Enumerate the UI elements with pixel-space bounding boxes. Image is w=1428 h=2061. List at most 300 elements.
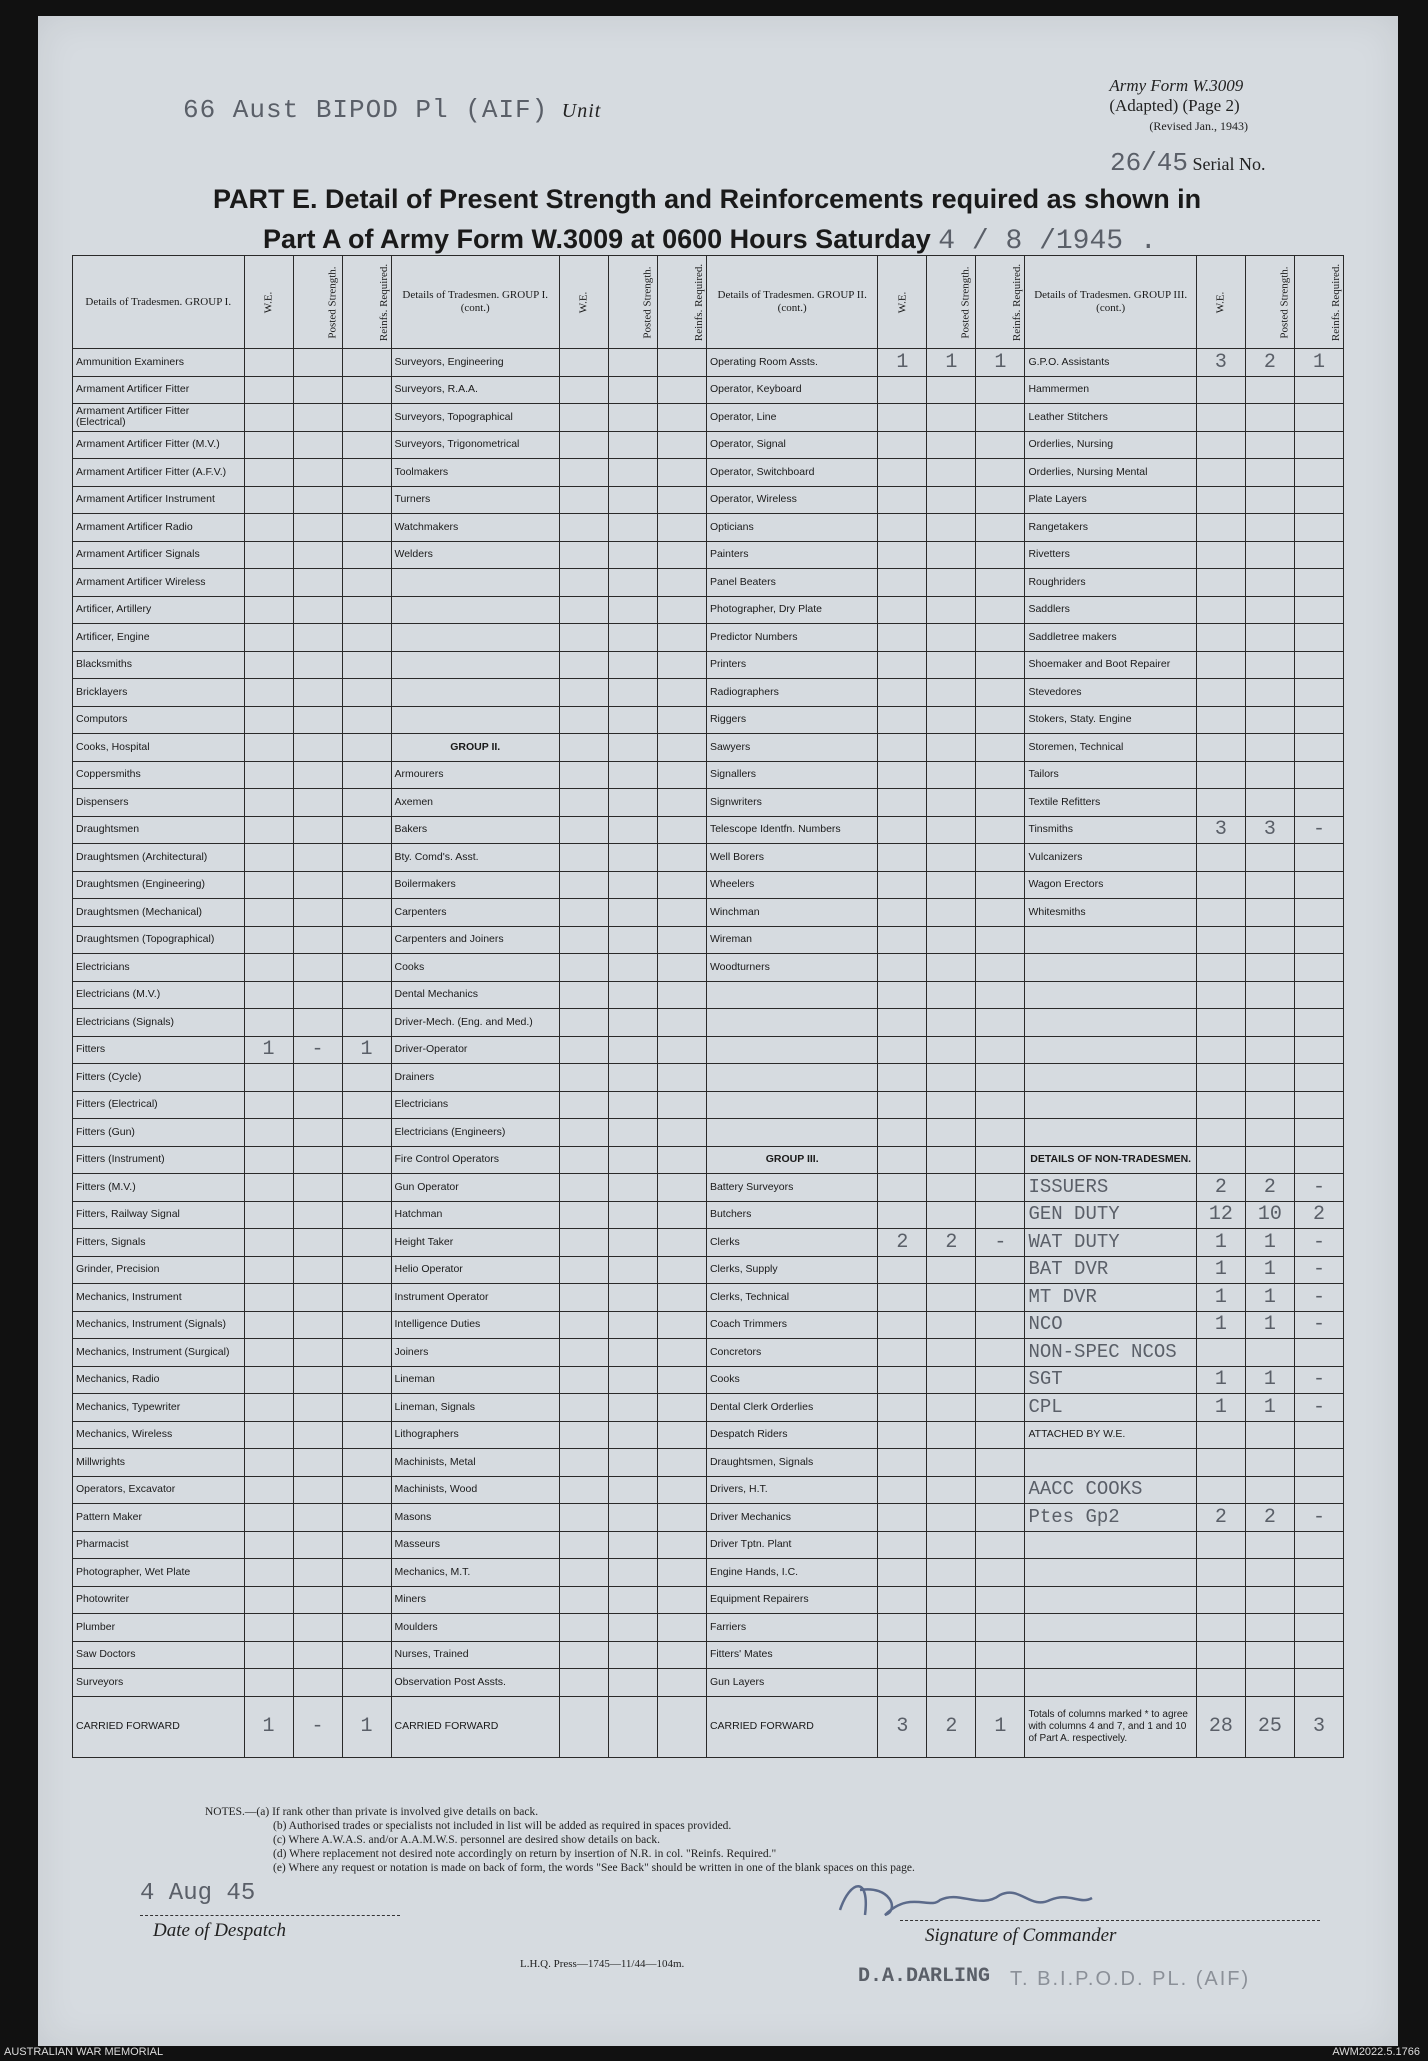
strength-value (657, 899, 706, 927)
strength-value: 1 (1196, 1366, 1245, 1394)
strength-value (559, 1641, 608, 1669)
trade-label: Predictor Numbers (706, 624, 878, 652)
strength-value (293, 486, 342, 514)
trade-label: Surveyors, Engineering (391, 349, 559, 377)
strength-value (657, 871, 706, 899)
strength-value (976, 1256, 1025, 1284)
strength-value (293, 651, 342, 679)
trade-label: Armament Artificer Radio (73, 514, 245, 542)
strength-value (976, 844, 1025, 872)
strength-value: 1 (1196, 1256, 1245, 1284)
strength-value (657, 596, 706, 624)
trade-label: Fitters (Electrical) (73, 1091, 245, 1119)
strength-value (927, 624, 976, 652)
strength-value (293, 541, 342, 569)
trade-label (1025, 1449, 1197, 1477)
strength-value (559, 1504, 608, 1532)
strength-value (1245, 1421, 1294, 1449)
title-line-1: PART E. Detail of Present Strength and Reinforcements required as shown in (213, 184, 1202, 214)
strength-value (927, 459, 976, 487)
trade-label: Woodturners (706, 954, 878, 982)
trade-label: Battery Surveyors (706, 1174, 878, 1202)
strength-value (1196, 1009, 1245, 1037)
strength-value (1245, 789, 1294, 817)
strength-value (559, 1449, 608, 1477)
trade-label: Stokers, Staty. Engine (1025, 706, 1197, 734)
trade-label: NCO (1025, 1311, 1197, 1339)
trade-label: Millwrights (73, 1449, 245, 1477)
table-header-row (73, 256, 1344, 349)
strength-value (342, 651, 391, 679)
strength-value (342, 899, 391, 927)
table-row (73, 1009, 1344, 1037)
trade-label: Pharmacist (73, 1531, 245, 1559)
strength-value (559, 679, 608, 707)
strength-value (976, 514, 1025, 542)
trade-label: Pattern Maker (73, 1504, 245, 1532)
trade-label: Masons (391, 1504, 559, 1532)
table-row (73, 1091, 1344, 1119)
strength-value (976, 679, 1025, 707)
trade-label (1025, 1119, 1197, 1147)
trade-label: Dental Mechanics (391, 981, 559, 1009)
strength-value (293, 1256, 342, 1284)
strength-value (559, 1064, 608, 1092)
strength-value (293, 1311, 342, 1339)
table-row (73, 1229, 1344, 1257)
strength-value (244, 1146, 293, 1174)
strength-value (559, 1476, 608, 1504)
strength-value (657, 1669, 706, 1697)
strength-value (927, 596, 976, 624)
strength-value (878, 1311, 927, 1339)
trade-label: G.P.O. Assistants (1025, 349, 1197, 377)
strength-value (1294, 871, 1343, 899)
strength-value (559, 1669, 608, 1697)
strength-value (608, 1119, 657, 1147)
trade-label: Driver-Mech. (Eng. and Med.) (391, 1009, 559, 1037)
strength-value (608, 1284, 657, 1312)
trade-label (391, 651, 559, 679)
strength-value (878, 651, 927, 679)
strength-value (1294, 734, 1343, 762)
trade-label: Armament Artificer Instrument (73, 486, 245, 514)
strength-value (342, 1586, 391, 1614)
strength-value (608, 431, 657, 459)
strength-value (1196, 1421, 1245, 1449)
strength-value (1294, 1036, 1343, 1064)
strength-value (608, 459, 657, 487)
strength-value (976, 1421, 1025, 1449)
trade-label: Saddletree makers (1025, 624, 1197, 652)
strength-value (1245, 1586, 1294, 1614)
strength-value (608, 349, 657, 377)
trade-label: Mechanics, Wireless (73, 1421, 245, 1449)
strength-value (1294, 376, 1343, 404)
strength-value (976, 1119, 1025, 1147)
trade-label: Driver Mechanics (706, 1504, 878, 1532)
strength-value: 1 (976, 349, 1025, 377)
strength-value (244, 1476, 293, 1504)
signature-label: Signature of Commander (925, 1925, 1117, 1946)
strength-value: 3 (1245, 816, 1294, 844)
trade-label: Drainers (391, 1064, 559, 1092)
strength-value (342, 1201, 391, 1229)
unit-value: 66 Aust BIPOD Pl (AIF) (183, 95, 549, 125)
strength-value (293, 844, 342, 872)
strength-value (657, 624, 706, 652)
table-row (73, 1586, 1344, 1614)
table-row (73, 1311, 1344, 1339)
strength-value (878, 706, 927, 734)
trade-label: MT DVR (1025, 1284, 1197, 1312)
strength-value (608, 541, 657, 569)
trade-label: Signallers (706, 761, 878, 789)
strength-value (657, 569, 706, 597)
strength-value (244, 1229, 293, 1257)
strength-value (927, 1559, 976, 1587)
strength-value (657, 1531, 706, 1559)
strength-value (559, 1036, 608, 1064)
strength-value (657, 1559, 706, 1587)
strength-value (608, 569, 657, 597)
strength-value (1294, 679, 1343, 707)
cf-value: 1 (976, 1696, 1025, 1757)
strength-value (244, 1311, 293, 1339)
strength-value (657, 1229, 706, 1257)
strength-value (657, 376, 706, 404)
trade-label (706, 1009, 878, 1037)
strength-value: 2 (1294, 1201, 1343, 1229)
strength-value (878, 1091, 927, 1119)
col-header-details-g1: Details of Tradesmen. GROUP I. (73, 256, 245, 349)
strength-value (1196, 541, 1245, 569)
strength-value (976, 1009, 1025, 1037)
trade-label: Plumber (73, 1614, 245, 1642)
trade-label: Radiographers (706, 679, 878, 707)
strength-value (976, 1559, 1025, 1587)
strength-value (608, 651, 657, 679)
strength-value (1196, 624, 1245, 652)
trade-label: Hammermen (1025, 376, 1197, 404)
strength-value (976, 404, 1025, 432)
strength-value (244, 734, 293, 762)
strength-value: - (293, 1036, 342, 1064)
trade-label: Draughtsmen (Architectural) (73, 844, 245, 872)
strength-value (1294, 706, 1343, 734)
strength-value (927, 1531, 976, 1559)
strength-value (244, 596, 293, 624)
strength-value (1245, 871, 1294, 899)
strength-value (1294, 954, 1343, 982)
strength-value (342, 1641, 391, 1669)
strength-value (657, 1146, 706, 1174)
strength-value (559, 1201, 608, 1229)
strength-value (608, 1614, 657, 1642)
strength-value (927, 1064, 976, 1092)
strength-value (927, 1476, 976, 1504)
trade-label (391, 706, 559, 734)
trade-label: Fitters (Cycle) (73, 1064, 245, 1092)
strength-value (1245, 981, 1294, 1009)
strength-value (293, 1476, 342, 1504)
note-d: (d) Where replacement not desired note accordingly on return by insertion of N.R. in col. "Reinfs. Required." (273, 1848, 777, 1860)
strength-value (293, 761, 342, 789)
trade-label: Stevedores (1025, 679, 1197, 707)
table-row (73, 624, 1344, 652)
table-row (73, 541, 1344, 569)
strength-value (293, 1119, 342, 1147)
carried-forward-label: CARRIED FORWARD (391, 1696, 559, 1757)
strength-value (293, 1449, 342, 1477)
trade-label: Electricians (Signals) (73, 1009, 245, 1037)
trade-label: CPL (1025, 1394, 1197, 1422)
strength-value (1294, 404, 1343, 432)
strength-value (1245, 596, 1294, 624)
trade-label: Electricians (73, 954, 245, 982)
strength-value (1245, 1614, 1294, 1642)
strength-value (244, 1669, 293, 1697)
strength-value (244, 761, 293, 789)
strength-value: - (1294, 1366, 1343, 1394)
strength-value (293, 1421, 342, 1449)
strength-value (657, 926, 706, 954)
trade-label: Tailors (1025, 761, 1197, 789)
strength-value (608, 789, 657, 817)
strength-value (559, 1009, 608, 1037)
strength-value (559, 569, 608, 597)
strength-value: 1 (1196, 1229, 1245, 1257)
strength-value (244, 789, 293, 817)
despatch-label: Date of Despatch (153, 1920, 286, 1941)
strength-value (976, 1476, 1025, 1504)
strength-value (878, 734, 927, 762)
trade-label: Fitters' Mates (706, 1641, 878, 1669)
commander-signature (830, 1870, 1100, 1930)
col-header-reinfs: Reinfs. Required. (342, 256, 391, 349)
strength-value: 1 (1196, 1394, 1245, 1422)
strength-value (927, 376, 976, 404)
trade-label: Cooks (706, 1366, 878, 1394)
table-row (73, 761, 1344, 789)
trade-label: Saw Doctors (73, 1641, 245, 1669)
trade-label: Machinists, Metal (391, 1449, 559, 1477)
despatch-line (140, 1915, 400, 1916)
strength-value (293, 1201, 342, 1229)
strength-value (559, 1339, 608, 1367)
trade-label: Mechanics, Instrument (Surgical) (73, 1339, 245, 1367)
strength-value (657, 651, 706, 679)
trade-label: Mechanics, Typewriter (73, 1394, 245, 1422)
strength-value (293, 734, 342, 762)
strength-value (293, 1394, 342, 1422)
strength-value (559, 871, 608, 899)
trade-label: GEN DUTY (1025, 1201, 1197, 1229)
strength-value (976, 816, 1025, 844)
trade-label: Textile Refitters (1025, 789, 1197, 817)
trade-label: Miners (391, 1586, 559, 1614)
strength-value: 1 (1245, 1366, 1294, 1394)
strength-value (244, 1339, 293, 1367)
strength-value (976, 1064, 1025, 1092)
strength-value (342, 1119, 391, 1147)
trade-label: Draughtsmen (Topographical) (73, 926, 245, 954)
trade-label (706, 981, 878, 1009)
trade-label (1025, 1614, 1197, 1642)
strength-value (559, 816, 608, 844)
strength-value (608, 816, 657, 844)
strength-value (1294, 844, 1343, 872)
strength-value (927, 981, 976, 1009)
trade-label: Carpenters (391, 899, 559, 927)
strength-value (1294, 651, 1343, 679)
strength-value (293, 871, 342, 899)
table-row (73, 651, 1344, 679)
trade-label: Farriers (706, 1614, 878, 1642)
table-row (73, 1119, 1344, 1147)
trade-label: Armament Artificer Fitter (73, 376, 245, 404)
strength-value (1196, 1091, 1245, 1119)
trade-label: Orderlies, Nursing Mental (1025, 459, 1197, 487)
strength-value (1245, 569, 1294, 597)
trade-label: Photographer, Dry Plate (706, 596, 878, 624)
strength-value (608, 1476, 657, 1504)
strength-value (927, 1091, 976, 1119)
strength-value (1245, 1476, 1294, 1504)
strength-value (1196, 1339, 1245, 1367)
strength-value (342, 789, 391, 817)
table-row (73, 349, 1344, 377)
trade-label (1025, 1559, 1197, 1587)
strength-value (559, 1311, 608, 1339)
strength-value (976, 596, 1025, 624)
strength-value (559, 459, 608, 487)
table-row (73, 1366, 1344, 1394)
unit-field (183, 94, 601, 125)
cf-value: 1 (342, 1696, 391, 1757)
strength-value (1294, 926, 1343, 954)
strength-value (244, 1504, 293, 1532)
strength-value (976, 624, 1025, 652)
strength-value (657, 1421, 706, 1449)
strength-value (927, 1174, 976, 1202)
strength-value (608, 1256, 657, 1284)
strength-value (342, 1421, 391, 1449)
strength-value (1245, 514, 1294, 542)
strength-value (293, 1064, 342, 1092)
table-row (73, 404, 1344, 432)
strength-value (657, 1504, 706, 1532)
trade-label: Armament Artificer Fitter (A.F.V.) (73, 459, 245, 487)
strength-value (342, 1256, 391, 1284)
trade-label: Whitesmiths (1025, 899, 1197, 927)
strength-value (293, 596, 342, 624)
strength-value (608, 1339, 657, 1367)
strength-value (244, 1531, 293, 1559)
strength-value (342, 1229, 391, 1257)
strength-value (342, 376, 391, 404)
strength-value (927, 1421, 976, 1449)
strength-value: - (1294, 1504, 1343, 1532)
strength-value (559, 624, 608, 652)
col-header-details-g2c: Details of Tradesmen. GROUP II. (cont.) (706, 256, 878, 349)
strength-value (1245, 706, 1294, 734)
strength-value (559, 1586, 608, 1614)
strength-value (608, 404, 657, 432)
trade-label: Toolmakers (391, 459, 559, 487)
strength-value: 2 (1196, 1174, 1245, 1202)
strength-value (244, 651, 293, 679)
strength-value (657, 1174, 706, 1202)
strength-value (976, 1669, 1025, 1697)
despatch-date: 4 Aug 45 (140, 1880, 256, 1907)
strength-value (927, 569, 976, 597)
trade-label: Welders (391, 541, 559, 569)
table-row (73, 871, 1344, 899)
strength-value: - (1294, 1394, 1343, 1422)
trade-label: Dental Clerk Orderlies (706, 1394, 878, 1422)
strength-value (342, 1284, 391, 1312)
strength-value (293, 926, 342, 954)
strength-value (927, 651, 976, 679)
strength-value (342, 1174, 391, 1202)
strength-value (608, 844, 657, 872)
strength-value (976, 954, 1025, 982)
strength-value (927, 926, 976, 954)
strength-value (608, 761, 657, 789)
table-row (73, 1284, 1344, 1312)
strength-value (559, 789, 608, 817)
strength-value (559, 1614, 608, 1642)
trade-label: Lithographers (391, 1421, 559, 1449)
trade-label: Masseurs (391, 1531, 559, 1559)
strength-value (878, 1036, 927, 1064)
strength-value (1294, 789, 1343, 817)
strength-value (559, 1229, 608, 1257)
strength-value (927, 679, 976, 707)
strength-value (608, 376, 657, 404)
strength-value (976, 1366, 1025, 1394)
strength-value (657, 1201, 706, 1229)
strength-value: 1 (1196, 1284, 1245, 1312)
trade-label: Signwriters (706, 789, 878, 817)
trade-label: Dispensers (73, 789, 245, 817)
trade-label: Operating Room Assts. (706, 349, 878, 377)
trade-label: Bty. Comd's. Asst. (391, 844, 559, 872)
unit-label: Unit (561, 100, 602, 122)
strength-value (559, 541, 608, 569)
strength-value (657, 1311, 706, 1339)
strength-value (244, 1559, 293, 1587)
strength-value (1294, 1091, 1343, 1119)
strength-value (1294, 1531, 1343, 1559)
table-row (73, 954, 1344, 982)
strength-value (293, 459, 342, 487)
strength-value (244, 926, 293, 954)
trade-label: Coach Trimmers (706, 1311, 878, 1339)
strength-value: 1 (1245, 1311, 1294, 1339)
strength-value (657, 1284, 706, 1312)
strength-value (1245, 1091, 1294, 1119)
trade-label: SGT (1025, 1366, 1197, 1394)
trade-label (1025, 981, 1197, 1009)
trade-label: Intelligence Duties (391, 1311, 559, 1339)
table-row (73, 679, 1344, 707)
note-b: (b) Authorised trades or specialists not included in list will be added as required in spaces provided. (273, 1820, 732, 1832)
strength-value (342, 1614, 391, 1642)
strength-value (1245, 541, 1294, 569)
table-row (73, 1201, 1344, 1229)
